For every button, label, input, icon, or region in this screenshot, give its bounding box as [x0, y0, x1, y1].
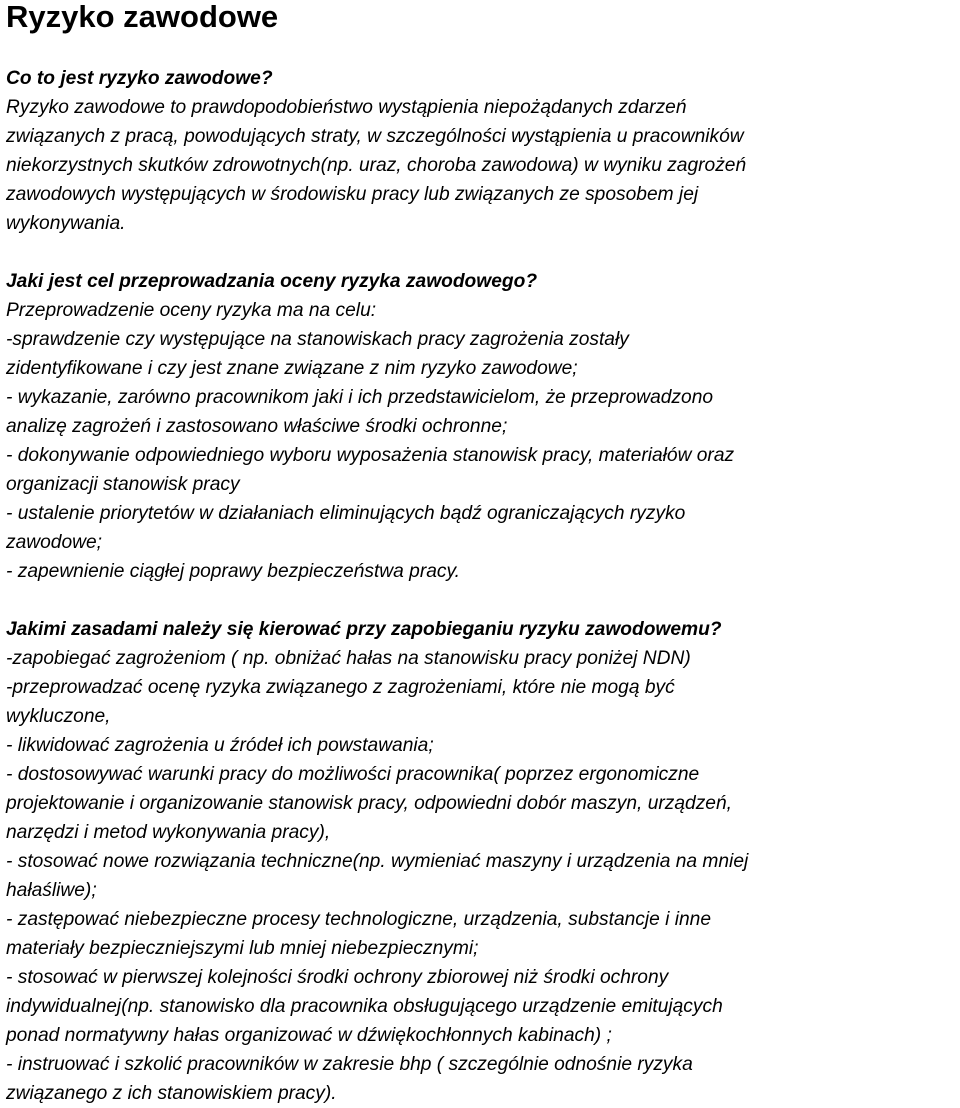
page-title: Ryzyko zawodowe — [6, 0, 279, 34]
text-line: - instruować i szkolić pracowników w zakresie bhp ( szczególnie odnośnie ryzyka — [6, 1054, 693, 1075]
text-line: wykonywania. — [6, 213, 126, 234]
text-line: - zapewnienie ciągłej poprawy bezpieczeństwa pracy. — [6, 561, 460, 582]
spacer — [6, 238, 954, 267]
section-heading: Jaki jest cel przeprowadzania oceny ryzyka zawodowego? — [6, 271, 538, 292]
section-body — [6, 644, 954, 1108]
text-line: - zastępować niebezpieczne procesy technologiczne, urządzenia, substancje i inne — [6, 909, 712, 930]
text-line: - stosować w pierwszej kolejności środki ochrony zbiorowej niż środki ochrony — [6, 967, 669, 988]
text-line: zidentyfikowane i czy jest znane związane z nim ryzyko zawodowe; — [6, 358, 578, 379]
section-body — [6, 296, 954, 586]
spacer — [6, 586, 954, 615]
text-line: -przeprowadzać ocenę ryzyka związanego z zagrożeniami, które nie mogą być — [6, 677, 675, 698]
section-heading: Co to jest ryzyko zawodowe? — [6, 68, 273, 89]
text-line: związanego z ich stanowiskiem pracy). — [6, 1083, 337, 1104]
text-line: Przeprowadzenie oceny ryzyka ma na celu: — [6, 300, 377, 321]
section-principles — [6, 615, 954, 1108]
section-definition — [6, 64, 954, 238]
text-line: projektowanie i organizowanie stanowisk pracy, odpowiedni dobór maszyn, urządzeń, — [6, 793, 732, 814]
text-line: indywidualnej(np. stanowisko dla pracownika obsługującego urządzenie emitujących — [6, 996, 723, 1017]
text-line: -zapobiegać zagrożeniom ( np. obniżać hałas na stanowisku pracy poniżej NDN) — [6, 648, 691, 669]
section-body — [6, 93, 954, 238]
text-line: - wykazanie, zarówno pracownikom jaki i ich przedstawicielom, że przeprowadzono — [6, 387, 714, 408]
text-line: wykluczone, — [6, 706, 111, 727]
text-line: niekorzystnych skutków zdrowotnych(np. uraz, choroba zawodowa) w wyniku zagrożeń — [6, 155, 747, 176]
text-line: organizacji stanowisk pracy — [6, 474, 240, 495]
spacer — [6, 34, 954, 64]
section-purpose — [6, 267, 954, 586]
text-line: związanych z pracą, powodujących straty, w szczególności wystąpienia u pracowników — [6, 126, 744, 147]
text-line: - stosować nowe rozwiązania techniczne(np. wymieniać maszyny i urządzenia na mniej — [6, 851, 749, 872]
text-line: zawodowych występujących w środowisku pracy lub związanych ze sposobem jej — [6, 184, 699, 205]
text-line: zawodowe; — [6, 532, 102, 553]
text-line: hałaśliwe); — [6, 880, 97, 901]
section-heading: Jakimi zasadami należy się kierować przy zapobieganiu ryzyku zawodowemu? — [6, 619, 722, 640]
text-line: - ustalenie priorytetów w działaniach eliminujących bądź ograniczających ryzyko — [6, 503, 686, 524]
text-line: Ryzyko zawodowe to prawdopodobieństwo wystąpienia niepożądanych zdarzeń — [6, 97, 687, 118]
text-line: - dostosowywać warunki pracy do możliwości pracownika( poprzez ergonomiczne — [6, 764, 700, 785]
text-line: analizę zagrożeń i zastosowano właściwe środki ochronne; — [6, 416, 508, 437]
text-line: -sprawdzenie czy występujące na stanowiskach pracy zagrożenia zostały — [6, 329, 629, 350]
text-line: narzędzi i metod wykonywania pracy), — [6, 822, 331, 843]
text-line: - likwidować zagrożenia u źródeł ich powstawania; — [6, 735, 434, 756]
text-line: materiały bezpieczniejszymi lub mniej niebezpiecznymi; — [6, 938, 479, 959]
text-line: - dokonywanie odpowiedniego wyboru wyposażenia stanowisk pracy, materiałów oraz — [6, 445, 735, 466]
text-line: ponad normatywny hałas organizować w dźwiękochłonnych kabinach) ; — [6, 1025, 612, 1046]
